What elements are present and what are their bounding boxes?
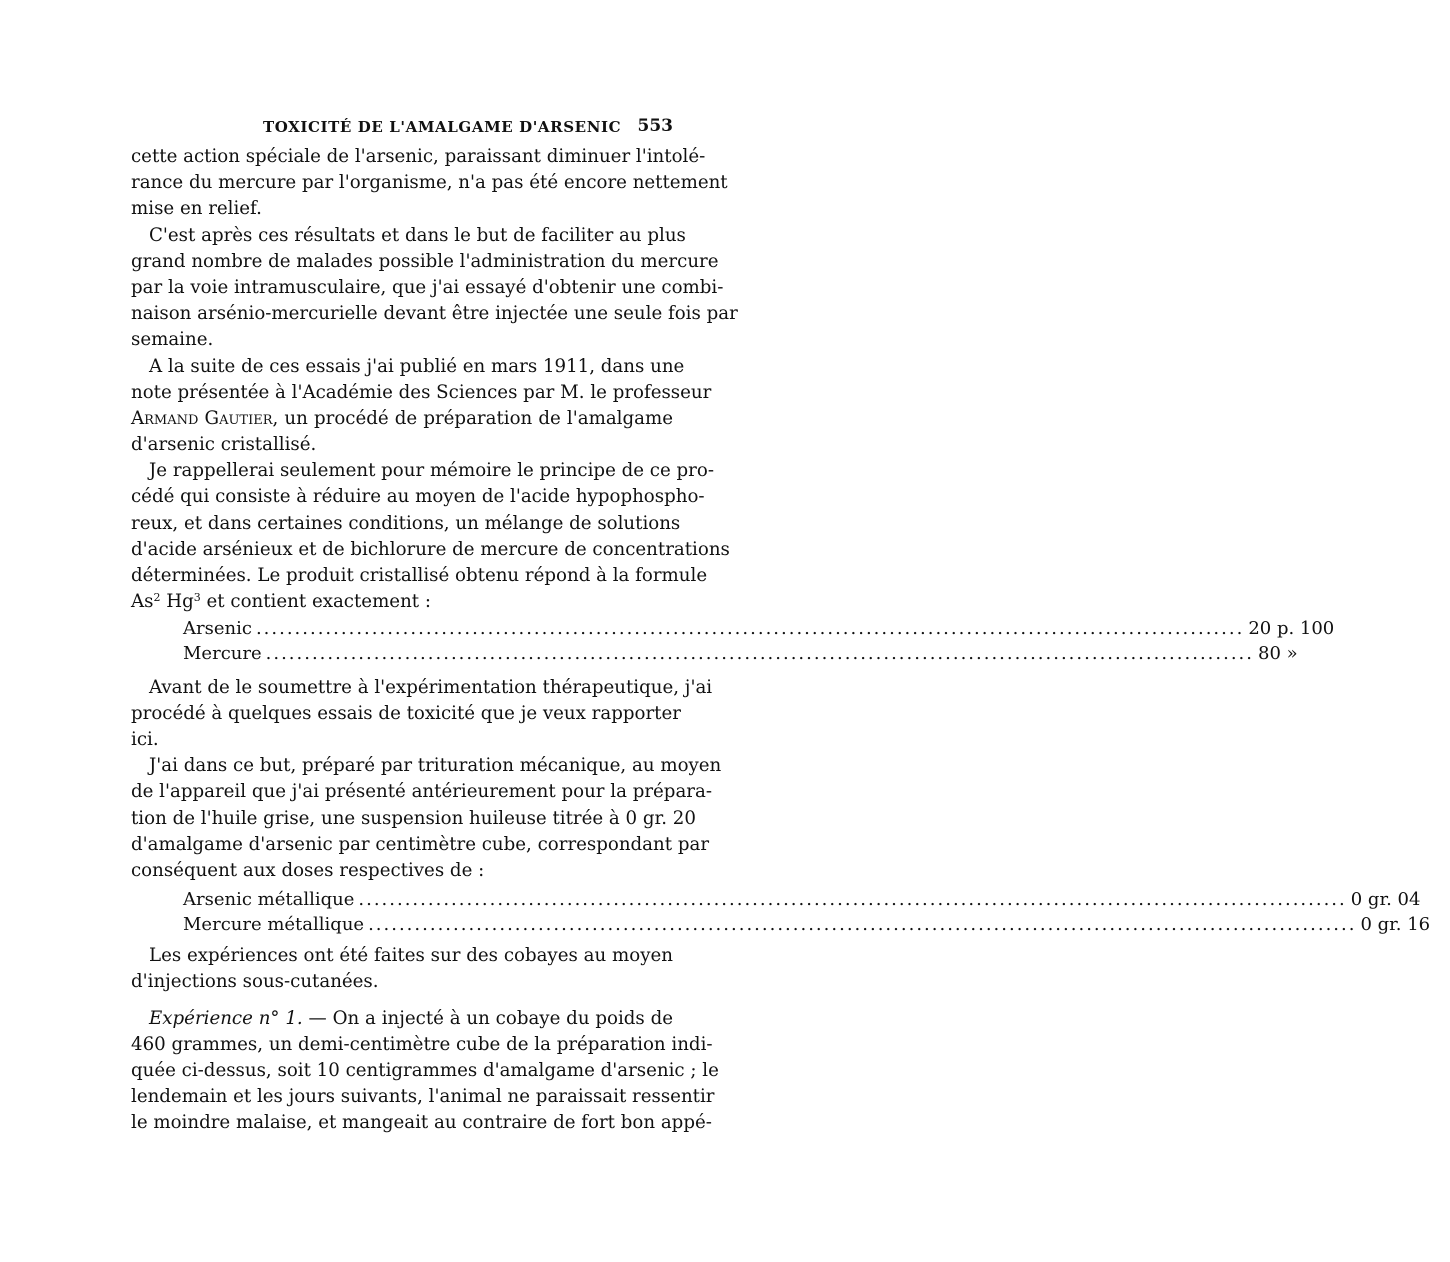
text-line: reux, et dans certaines conditions, un mélange de solutions [131, 512, 681, 534]
text-line: procédé à quelques essais de toxicité que je veux rapporter [131, 702, 681, 724]
text-line: lendemain et les jours suivants, l'animal ne paraissait ressentir [131, 1086, 715, 1108]
text-line: déterminées. Le produit cristallisé obtenu répond à la formule [131, 565, 708, 586]
composition-table [183, 617, 1335, 666]
element-value: 80 » [1258, 642, 1298, 664]
text-line: d'acide arsénieux et de bichlorure de mercure de concentrations [131, 538, 730, 560]
text-line: Je rappellerai seulement pour mémoire le principe de ce pro- [149, 460, 714, 482]
text-line: le moindre malaise, et mangeait au contraire de fort bon appé- [131, 1112, 712, 1134]
page-header [131, 110, 673, 144]
text-line: 460 grammes, un demi-centimètre cube de la préparation indi- [131, 1033, 713, 1055]
formula-as: As [131, 591, 154, 613]
text-line: grand nombre de malades possible l'administration du mercure [131, 250, 719, 272]
metal-name: Mercure métallique [183, 913, 365, 935]
metal-dose: 0 gr. 04 [1350, 889, 1421, 911]
text-line: tion de l'huile grise, une suspension huileuse titrée à 0 gr. 20 [131, 807, 696, 829]
text-line [131, 1006, 673, 1032]
formula-as-exponent: 2 [153, 591, 161, 605]
text-line: d'arsenic cristallisé. [131, 434, 317, 456]
text-fragment: , un procédé de préparation de l'amalgame [272, 407, 673, 429]
text-line: Avant de le soumettre à l'expérimentation thérapeutique, j'ai [149, 676, 713, 698]
paragraph-4 [131, 458, 730, 615]
table-row [183, 888, 1421, 913]
metal-name: Arsenic métallique [183, 889, 355, 911]
text-line: quée ci-dessus, soit 10 centigrammes d'amalgame d'arsenic ; le [131, 1060, 719, 1081]
paragraph-1 [131, 144, 728, 223]
dot-leader [266, 642, 1254, 667]
text-line [131, 406, 673, 432]
table-row [183, 913, 1431, 938]
text-line: cédé qui consiste à réduire au moyen de l'acide hypophospho- [131, 486, 705, 508]
text-line: d'injections sous-cutanées. [131, 971, 379, 993]
paragraph-2 [131, 223, 738, 354]
running-title: TOXICITÉ DE L'AMALGAME D'ARSENIC [263, 118, 622, 136]
text-line: C'est après ces résultats et dans le but de faciliter au plus [149, 224, 686, 246]
text-line: mise en relief. [131, 198, 262, 220]
formula-hg: Hg [160, 591, 194, 613]
text-line: conséquent aux doses respectives de : [131, 859, 485, 881]
text-line: d'amalgame d'arsenic par centimètre cube, correspondant par [131, 833, 710, 855]
paragraph-7 [131, 943, 673, 995]
element-value: 20 p. 100 [1248, 618, 1335, 640]
dot-leader [256, 617, 1244, 642]
text-line: ici. [131, 728, 159, 750]
dose-table [183, 888, 1431, 937]
text-line: A la suite de ces essais j'ai publié en mars 1911, dans une [149, 355, 685, 377]
book-page [131, 110, 1431, 1137]
dot-leader [368, 913, 1356, 938]
element-name: Arsenic [183, 618, 252, 640]
paragraph-gap [131, 996, 673, 1006]
text-line: semaine. [131, 329, 214, 351]
text-line: note présentée à l'Académie des Sciences par M. le professeur [131, 381, 712, 403]
text-line: cette action spéciale de l'arsenic, paraissant diminuer l'intolé- [131, 146, 706, 167]
text-line: naison arsénio-mercurielle devant être injectée une seule fois par [131, 303, 738, 325]
paragraph-3 [131, 354, 712, 459]
paragraph-5 [131, 675, 713, 754]
paragraph-8 [131, 1006, 719, 1137]
text-line: par la voie intramusculaire, que j'ai essayé d'obtenir une combi- [131, 276, 724, 298]
paragraph-6 [131, 753, 722, 884]
text-fragment: et contient exactement : [200, 591, 432, 613]
text-line: Les expériences ont été faites sur des cobayes au moyen [149, 945, 673, 967]
experiment-label: Expérience n° 1. [149, 1007, 303, 1029]
metal-dose: 0 gr. 16 [1360, 913, 1431, 935]
formula-line [131, 589, 673, 615]
page-number: 553 [637, 116, 673, 136]
formula-hg-exponent: 3 [193, 591, 201, 605]
table-row [183, 642, 1298, 667]
text-line: J'ai dans ce but, préparé par trituration mécanique, au moyen [149, 755, 722, 777]
text-fragment: — On a injecté à un cobaye du poids de [302, 1007, 673, 1029]
text-line: de l'appareil que j'ai présenté antérieurement pour la prépara- [131, 781, 712, 803]
element-name: Mercure [183, 642, 262, 664]
text-line: rance du mercure par l'organisme, n'a pas été encore nettement [131, 172, 728, 194]
author-name: Armand Gautier [131, 407, 273, 429]
table-row [183, 617, 1335, 642]
dot-leader [358, 888, 1346, 913]
